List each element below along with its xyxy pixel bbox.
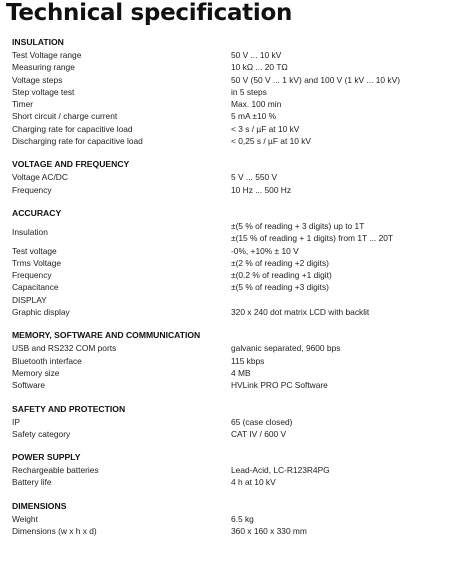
spec-row [12, 367, 472, 379]
spec-row [12, 257, 472, 269]
spec-label: Dimensions (w x h x d) [12, 526, 97, 537]
spec-row [12, 294, 472, 306]
spec-row [12, 525, 472, 537]
section-dimensions [12, 500, 472, 538]
section-heading: VOLTAGE AND FREQUENCY [12, 159, 130, 170]
spec-value [231, 220, 472, 245]
spec-value: 10 kΩ ... 20 TΩ [231, 62, 288, 73]
spec-value: 320 x 240 dot matrix LCD with backlit [231, 307, 370, 318]
spec-row [12, 74, 472, 86]
spec-label: Timer [12, 99, 34, 110]
spec-row [12, 86, 472, 98]
spec-row [12, 513, 472, 525]
spec-label: Trms Voltage [12, 257, 62, 268]
spec-label: Voltage AC/DC [12, 172, 68, 183]
spec-value: 4 MB [231, 367, 251, 378]
spec-label: USB and RS232 COM ports [12, 343, 117, 354]
spec-row [12, 123, 472, 135]
spec-value: ±(0.2 % of reading +1 digit) [231, 270, 332, 281]
spec-value: in 5 steps [231, 86, 267, 97]
spec-row [12, 416, 472, 428]
spec-row [12, 220, 472, 245]
spec-label: Insulation [12, 227, 48, 238]
section-insulation [12, 36, 472, 147]
spec-value: 115 kbps [231, 355, 265, 366]
spec-label: Test voltage [12, 245, 57, 256]
spec-row [12, 306, 472, 318]
section-heading: INSULATION [12, 37, 64, 47]
section-voltage-frequency [12, 158, 472, 196]
spec-label: Voltage steps [12, 74, 63, 85]
spec-value-line: ±(5 % of reading + 3 digits) up to 1T [231, 220, 365, 231]
page-title: Technical specification [6, 0, 293, 26]
spec-row [12, 135, 472, 147]
spec-label: Software [12, 380, 46, 391]
spec-row [12, 428, 472, 440]
spec-value: 50 V ... 10 kV [231, 50, 282, 60]
spec-row [12, 355, 472, 367]
spec-row [12, 269, 472, 281]
spec-value: 6.5 kg [231, 513, 254, 524]
spec-label: Bluetooth interface [12, 355, 82, 366]
spec-label: Short circuit / charge current [12, 111, 118, 122]
section-heading: ACCURACY [12, 207, 62, 218]
spec-label: Battery life [12, 477, 52, 488]
spec-label: Capacitance [12, 282, 59, 293]
spec-value [231, 294, 472, 306]
spec-label: Frequency [12, 184, 52, 195]
spec-row [12, 110, 472, 122]
spec-value: < 3 s / µF at 10 kV [231, 123, 300, 134]
spec-label: Measuring range [12, 62, 75, 73]
spec-value: ±(2 % of reading +2 digits) [231, 257, 329, 268]
spec-value: 65 (case closed) [231, 416, 293, 427]
spec-label: Rechargeable batteries [12, 465, 99, 476]
section-heading: SAFETY AND PROTECTION [12, 403, 126, 414]
spec-value: galvanic separated, 9600 bps [231, 343, 341, 354]
spec-row [12, 61, 472, 73]
spec-label: Charging rate for capacitive load [12, 123, 133, 134]
spec-row [12, 98, 472, 110]
spec-value: 360 x 160 x 330 mm [231, 526, 307, 537]
section-accuracy [12, 207, 472, 318]
spec-label: Graphic display [12, 307, 70, 318]
spec-value: Max. 100 min [231, 99, 282, 110]
spec-row [12, 379, 472, 391]
spec-label: Discharging rate for capacitive load [12, 136, 143, 147]
spec-value: HVLink PRO PC Software [231, 380, 328, 391]
spec-value: ±(5 % of reading +3 digits) [231, 282, 329, 293]
spec-value: 10 Hz ... 500 Hz [231, 184, 292, 195]
spec-label: DISPLAY [12, 294, 47, 305]
spec-value: 50 V (50 V ... 1 kV) and 100 V (1 kV ... 10 kV) [231, 74, 400, 85]
spec-value: Lead-Acid, LC-R123R4PG [231, 465, 330, 476]
spec-value: 5 mA ±10 % [231, 111, 277, 122]
spec-row [12, 49, 472, 61]
spec-row [12, 245, 472, 257]
spec-row [12, 184, 472, 196]
spec-label: IP [12, 416, 20, 427]
spec-label: Memory size [12, 367, 60, 378]
spec-label: Frequency [12, 270, 52, 281]
spec-value-line: ±(15 % of reading + 1 digits) from 1T ... 20T [231, 233, 394, 244]
spec-row [12, 476, 472, 488]
section-memory-software [12, 329, 472, 391]
section-heading: DIMENSIONS [12, 500, 67, 511]
spec-label: Step voltage test [12, 86, 75, 97]
spec-value: 5 V ... 550 V [231, 172, 278, 183]
section-heading: POWER SUPPLY [12, 452, 81, 463]
section-safety [12, 403, 472, 441]
spec-row [12, 464, 472, 476]
spec-content [12, 36, 472, 548]
spec-label: Test Voltage range [12, 50, 82, 60]
spec-label: Weight [12, 513, 38, 524]
spec-label: Safety category [12, 428, 71, 439]
section-heading: MEMORY, SOFTWARE AND COMMUNICATION [12, 330, 201, 341]
spec-row [12, 342, 472, 354]
spec-row [12, 171, 472, 183]
spec-row [12, 281, 472, 293]
spec-value: 4 h at 10 kV [231, 477, 276, 488]
section-power-supply [12, 451, 472, 489]
spec-value: CAT IV / 600 V [231, 428, 287, 439]
spec-value: -0%, +10% ± 10 V [231, 245, 299, 256]
spec-value: < 0,25 s / µF at 10 kV [231, 136, 312, 147]
